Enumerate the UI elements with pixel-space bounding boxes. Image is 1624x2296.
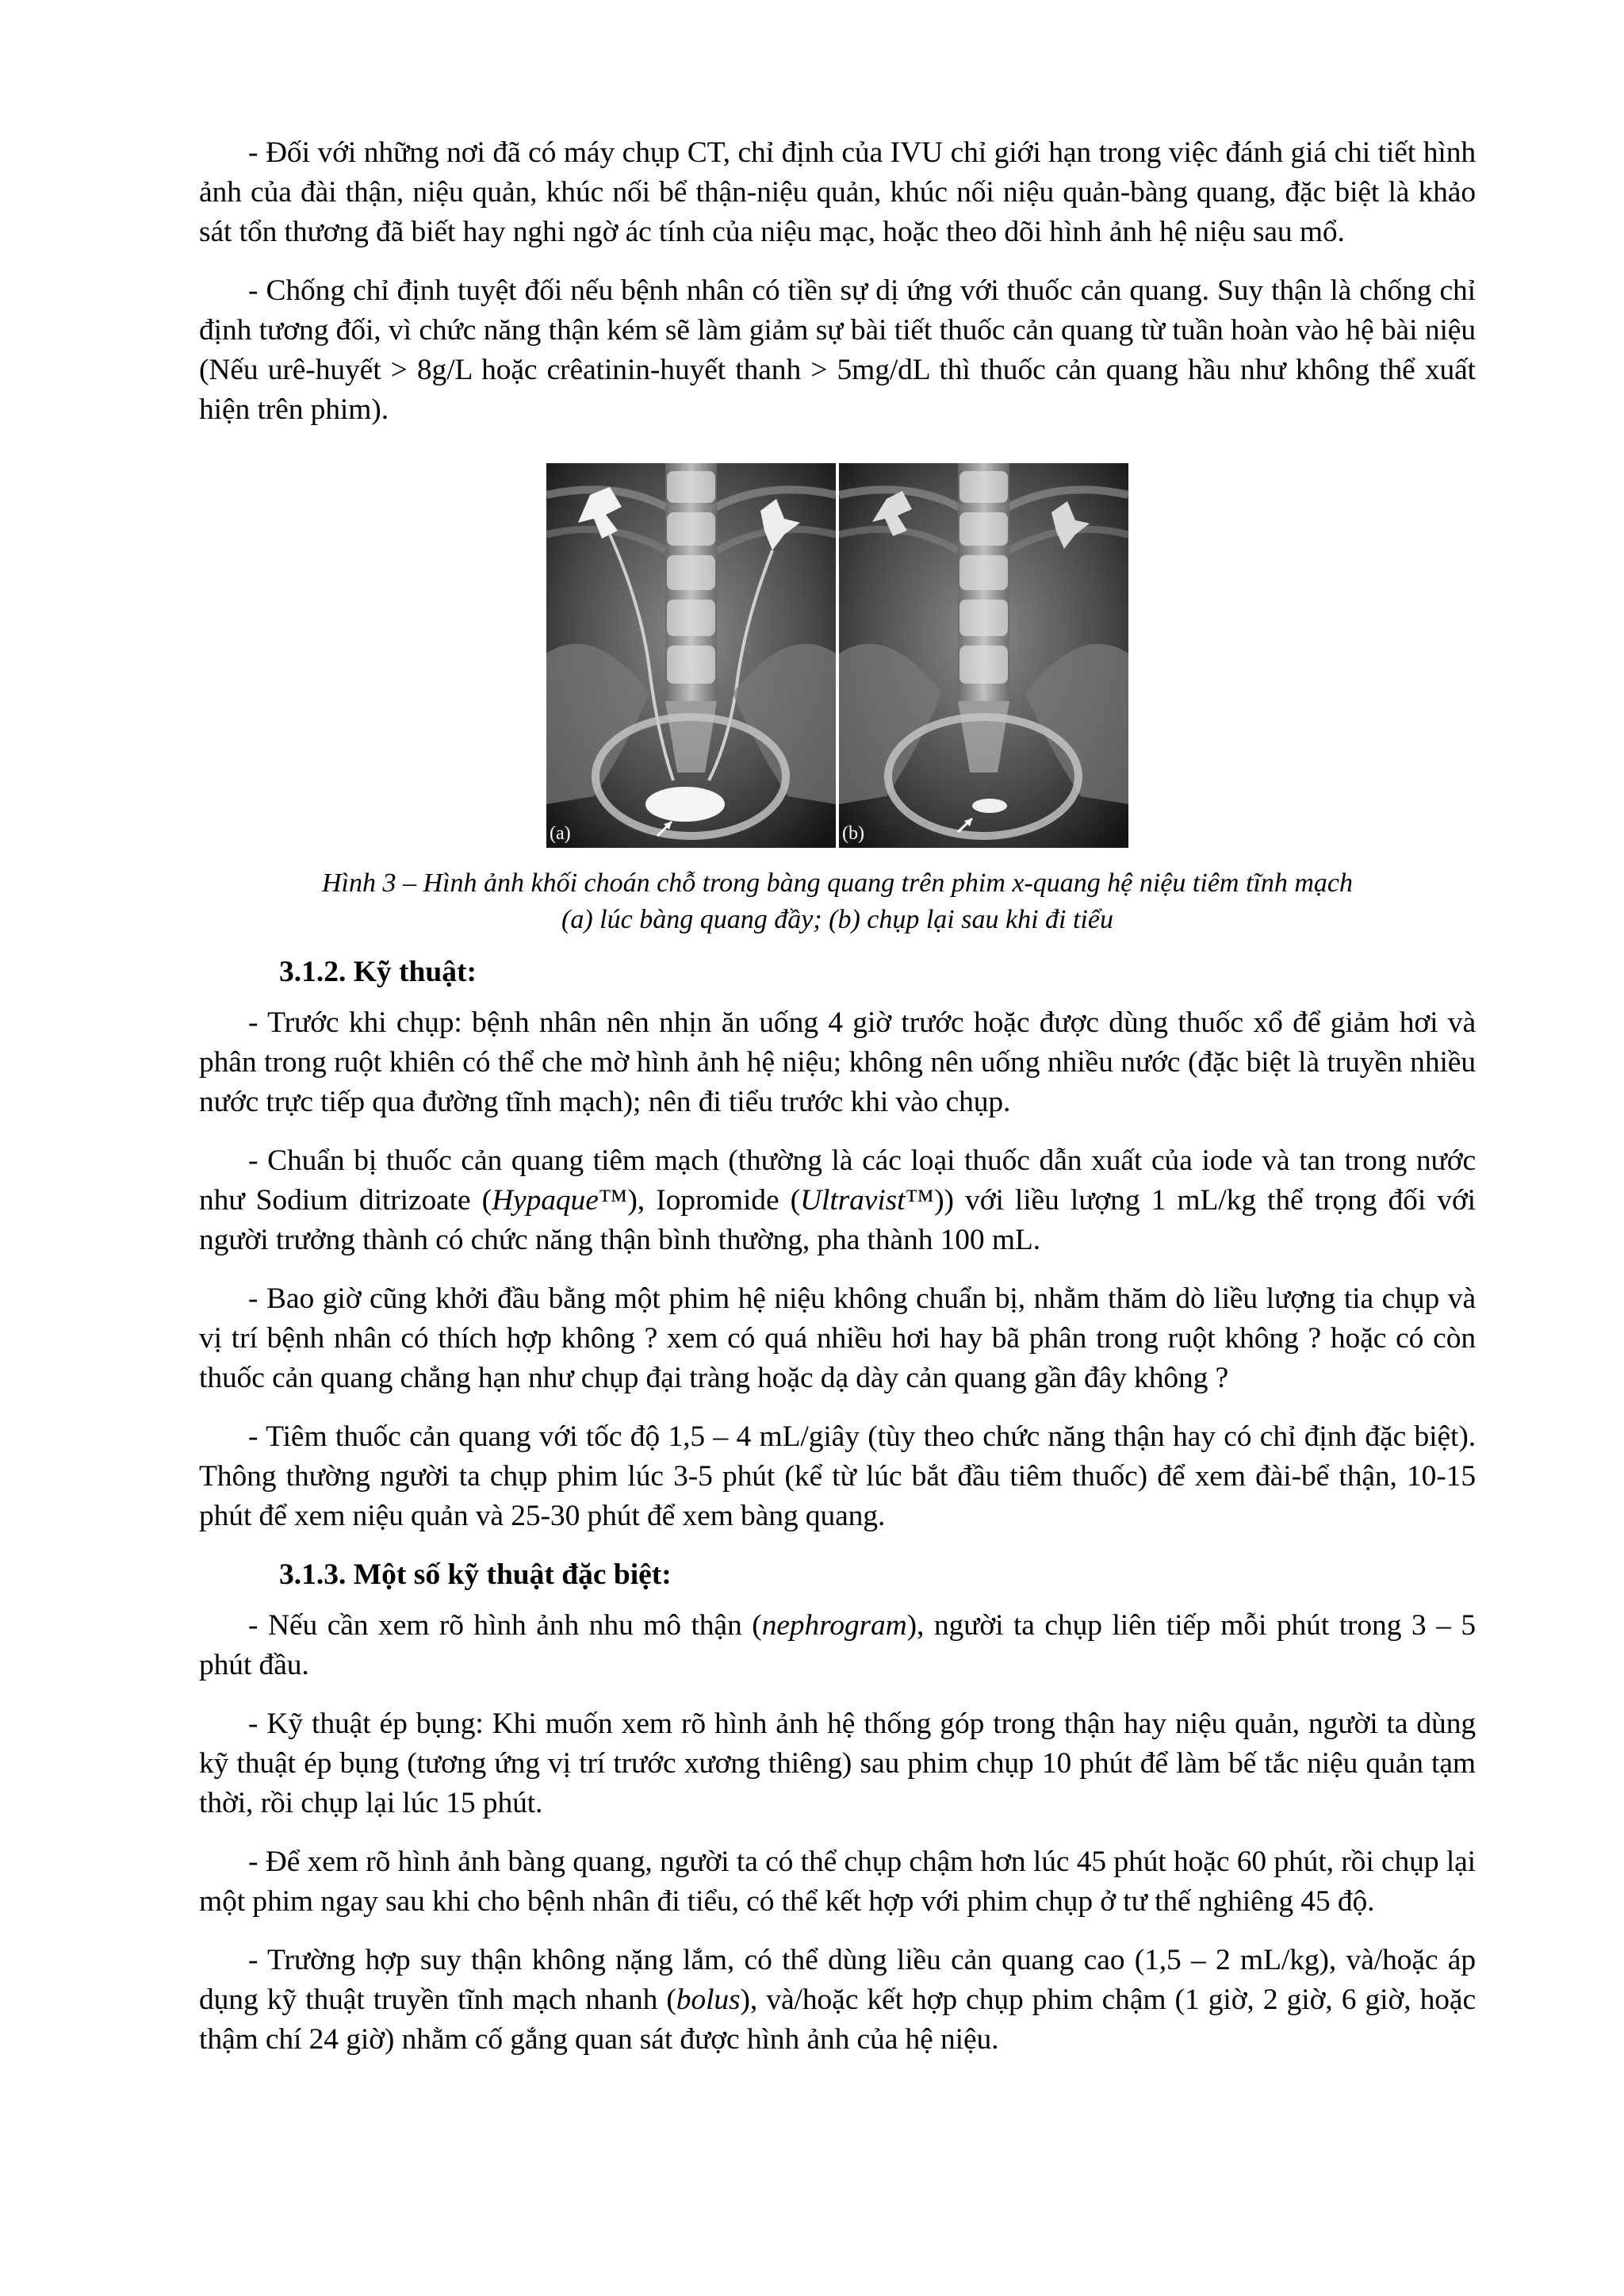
figure-caption [199,865,1476,938]
figure-caption-line-2: (a) lúc bàng quang đầy; (b) chụp lại sau khi đi tiểu [561,905,1113,934]
xray-b-image [839,463,1128,848]
section-heading-special-techniques: 3.1.3. Một số kỹ thuật đặc biệt: [279,1558,672,1591]
figure-caption-line-1: Hình 3 – Hình ảnh khối choán chỗ trong bàng quang trên phim x-quang hệ niệu tiêm tĩnh mạch [321,868,1354,898]
paragraph-bladder: - Để xem rõ hình ảnh bàng quang, người ta có thể chụp chậm hơn lúc 45 phút hoặc 60 phút, rồi chụp lại một phim ngay sau khi cho bệnh nhân đi tiểu, có thể kết hợp với phim chụp ở tư thế nghiêng 45 độ. [199,1846,1476,1918]
panel-b-label: (b) [842,823,864,844]
xray-panel-a [546,463,836,848]
paragraph-preparation: - Trước khi chụp: bệnh nhân nên nhịn ăn uống 4 giờ trước hoặc được dùng thuốc xổ để giảm hơi và phân trong ruột khiên có thể che mờ hình ảnh hệ niệu; không nên uống nhiều nước (đặc biệt là truyền nhiều nước trực tiếp qua đường tĩnh mạch); nên đi tiểu trước khi vào chụp. [199,1006,1476,1118]
paragraph-nephrogram: - Nếu cần xem rõ hình ảnh nhu mô thận (nephrogram), người ta chụp liên tiếp mỗi phút trong 3 – 5 phút đầu. [199,1609,1477,1681]
panel-a-label: (a) [550,823,571,844]
paragraph-compression: - Kỹ thuật ép bụng: Khi muốn xem rõ hình ảnh hệ thống góp trong thận hay niệu quản, người ta dùng kỹ thuật ép bụng (tương ứng vị trí trước xương thiêng) sau phim chụp 10 phút để làm bế tắc niệu quản tạm thời, rồi chụp lại lúc 15 phút. [199,1708,1476,1819]
paragraph-scout-film: - Bao giờ cũng khởi đầu bằng một phim hệ niệu không chuẩn bị, nhằm thăm dò liều lượng tia chụp và vị trí bệnh nhân có thích hợp không ? xem có quá nhiều hơi hay bã phân trong ruột không ? hoặc có còn thuốc cản quang chẳng hạn như chụp đại tràng hoặc dạ dày cản quang gần đây không ? [199,1282,1476,1394]
paragraph-contrast-agent: - Chuẩn bị thuốc cản quang tiêm mạch (thường là các loại thuốc dẫn xuất của iode và tan trong nước như Sodium ditrizoate (Hypaque™), Iopromide (Ultravist™)) với liều lượng 1 mL/kg thể trọng đối với người trưởng thành có chức năng thận bình thường, pha thành 100 mL. [199,1144,1476,1256]
paragraph-injection: - Tiêm thuốc cản quang với tốc độ 1,5 – 4 mL/giây (tùy theo chức năng thận hay có chỉ định đặc biệt). Thông thường người ta chụp phim lúc 3-5 phút (kể từ lúc bắt đầu tiêm thuốc) để xem đài-bể thận, 10-15 phút để xem niệu quản và 25-30 phút để xem bàng quang. [199,1420,1476,1532]
figure-3 [199,463,1476,848]
xray-a-image [546,463,836,848]
section-heading-technique: 3.1.2. Kỹ thuật: [279,956,477,988]
document-page [199,133,1476,2079]
paragraph-ivu-indication: - Đối với những nơi đã có máy chụp CT, chỉ định của IVU chỉ giới hạn trong việc đánh giá chi tiết hình ảnh của đài thận, niệu quản, khúc nối bể thận-niệu quản, khúc nối niệu quản-bàng quang, đặc biệt là khảo sát tổn thương đã biết hay nghi ngờ ác tính của niệu mạc, hoặc theo dõi hình ảnh hệ niệu sau mổ. [199,136,1476,248]
paragraph-contraindication: - Chống chỉ định tuyệt đối nếu bệnh nhân có tiền sự dị ứng với thuốc cản quang. Suy thận là chống chỉ định tương đối, vì chức năng thận kém sẽ làm giảm sự bài tiết thuốc cản quang từ tuần hoàn vào hệ bài niệu (Nếu urê-huyết > 8g/L hoặc crêatinin-huyết thanh > 5mg/dL thì thuốc cản quang hầu như không thể xuất hiện trên phim). [199,274,1476,426]
xray-image-pair [546,463,1128,848]
paragraph-renal-failure: - Trường hợp suy thận không nặng lắm, có thể dùng liều cản quang cao (1,5 – 2 mL/kg), và/hoặc áp dụng kỹ thuật truyền tĩnh mạch nhanh (bolus), và/hoặc kết hợp chụp phim chậm (1 giờ, 2 giờ, 6 giờ, hoặc thậm chí 24 giờ) nhằm cố gắng quan sát được hình ảnh của hệ niệu. [199,1944,1476,2056]
xray-panel-b [839,463,1128,848]
